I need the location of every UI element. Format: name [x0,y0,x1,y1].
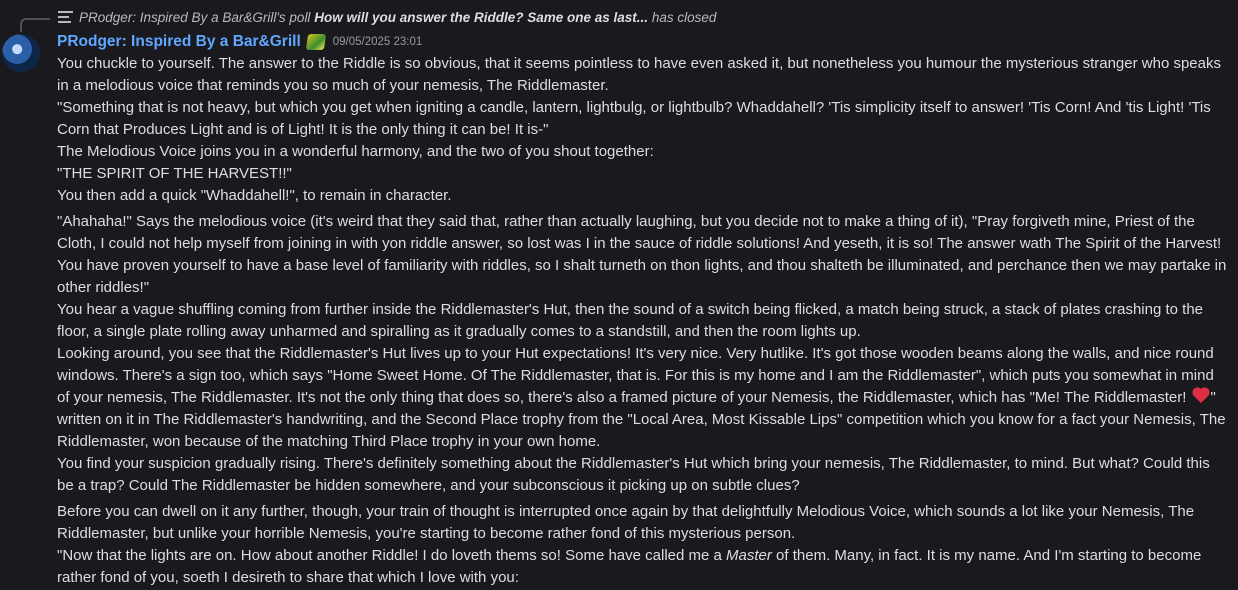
timestamp: 09/05/2025 23:01 [332,36,423,48]
reply-author: PRodger: Inspired By a Bar&Grill [79,9,277,25]
message-text: " written on it in The Riddlemaster's handwriting, and the Second Place trophy from the "Local Area, Most Kissable Lips" competition which you know for a fact your Nemesis, The Riddlemaster, won because of the matching Third Place trophy in your own home. [57,389,1226,450]
emphasis-text: Master [726,547,772,564]
reply-possessive: 's poll [276,9,311,25]
reply-poll-question: How will you answer the Riddle? Same one as last... [314,9,649,25]
message-text: "Now that the lights are on. How about another Riddle! I do loveth thems so! Some have called me a [57,547,727,564]
red-heart-icon [1191,387,1211,405]
message-paragraph: Before you can dwell on it any further, though, your train of thought is interrupted once again by that delightfully Melodious Voice, which sounds a lot like your Nemesis, The Riddlemaster, but unlike your horrible Nemesis, you're starting to become rather fond of this mysterious person. [57,503,1195,542]
message-content [57,53,1227,589]
message-paragraph: You find your suspicion gradually rising. There's definitely something about the Riddlemaster's Hut which bring your nemesis, The Riddlemaster, to mind. But what? Could this be a trap? Could The Riddlemaster be hidden somewhere, and your subconscious it picking up on subtle clues? [57,455,1210,494]
reply-text [79,10,716,25]
message-paragraph [57,545,1227,589]
username[interactable]: PRodger: Inspired By a Bar&Grill [57,33,301,50]
message-paragraph: You hear a vague shuffling coming from further inside the Riddlemaster's Hut, then the sound of a switch being flicked, a match being struck, a stack of plates crashing to the floor, a single plate rolling away unharmed and spiralling as it gradually comes to a standstill, and then the room lights up. [57,301,1203,340]
reply-reference[interactable] [0,0,1238,34]
message-paragraph: "Ahahaha!" Says the melodious voice (it's weird that they said that, rather than actually laughing, but you decide not to make a thing of it), "Pray forgiveth mine, Priest of the Cloth, I could not help myself from joining in with yon riddle answer, so lost was I in the sauce of riddle solutions! And yeseth, it is so! The answer wath The Spirit of the Harvest! You have proven yourself to have a base level of familiarity with riddles, so I shalt turneth on thon lights, and thou shalteth be illuminated, and perchance then we may partake in other riddles!" [57,213,1227,296]
message-header [57,32,422,52]
reply-content[interactable] [58,8,716,26]
reply-poll-status: has closed [651,9,717,25]
message-paragraph: "Something that is not heavy, but which you get when igniting a candle, lantern, lightbulg, or lightbulb? Whaddahell? 'Tis simplicity itself to answer! 'Tis Corn! And 'tis Light! 'Tis Corn that Produces Light and is of Light! It is the only thing it can be! It is-" [57,99,1211,138]
reply-spine [20,18,50,32]
poll-icon [58,11,73,23]
message-paragraph: "THE SPIRIT OF THE HARVEST!!" [57,165,292,182]
message-paragraph [57,343,1227,453]
message-paragraph: You chuckle to yourself. The answer to the Riddle is so obvious, that it seems pointless to have even asked it, but nonetheless you humour the mysterious stranger who speaks in a melodious voice that reminds you so much of your nemesis, The Riddlemaster. [57,55,1221,94]
message-paragraph: You then add a quick "Whaddahell!", to remain in character. [57,187,452,204]
message-text: Looking around, you see that the Riddlemaster's Hut lives up to your Hut expectations! It's very nice. Very hutlike. It's got those wooden beams along the walls, and nice round windows. There's a sign too, which says "Home Sweet Home. Of The Riddlemaster, that is. For this is my home and I am the Riddlemaster", which puts you somewhat in mind of your nemesis, The Riddlemaster. It's not the only thing that does so, there's also a framed picture of your Nemesis, the Riddlemaster, which has "Me! The Riddlemaster! [57,345,1214,406]
message-text: of them. Many, in fact. It is my name. And I'm starting to become rather fond of you, soeth I desireth to share that which I love with you: [57,547,1202,586]
avatar[interactable] [2,34,40,72]
guild-badge-icon[interactable] [306,34,326,50]
message-paragraph: The Melodious Voice joins you in a wonderful harmony, and the two of you shout together: [57,143,654,160]
